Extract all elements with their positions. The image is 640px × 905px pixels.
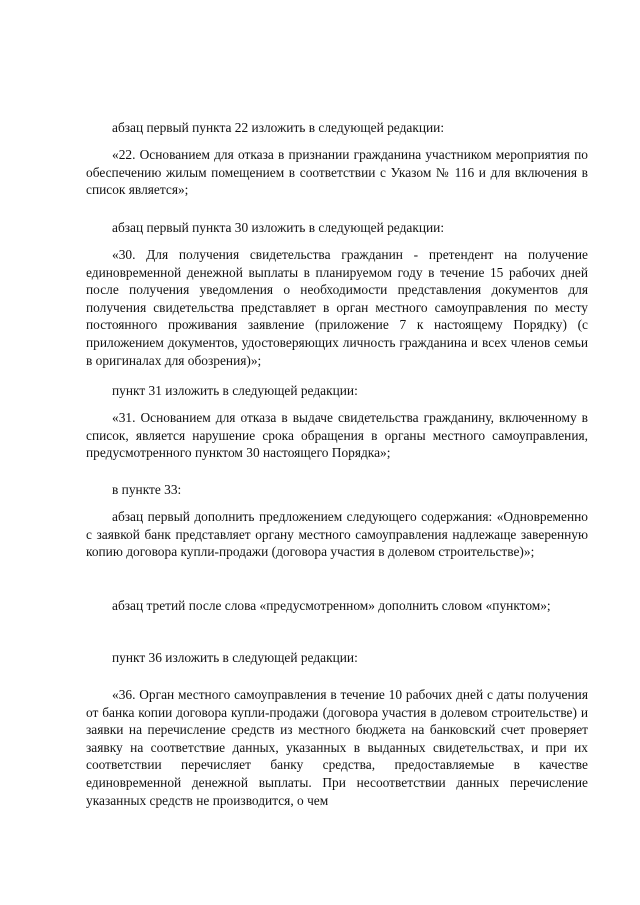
paragraph-11: «36. Орган местного самоуправления в течение 10 рабочих дней с даты получения от банка копии договора купли-продажи (договора участия в долевом строительстве) и заявки на перечисление средств из местного бюджета на банковский счет проверяет заявку на соответствие данных, указанных в выданных свидетельствах, и при их соответствии перечисляет банку средства, предоставляемые в качестве единовременной денежной выплаты. При несоответствии данных перечисление указанных средств не производится, о чем <box>86 687 588 808</box>
paragraph-5: пункт 31 изложить в следующей редакции: <box>112 383 358 398</box>
paragraph-8: абзац первый дополнить предложением следующего содержания: «Одновременно с заявкой банк представляет органу местного самоуправления надлежаще заверенную копию договора купли-продажи (договора участия в долевом строительстве)»; <box>86 509 588 560</box>
paragraph-3: абзац первый пункта 30 изложить в следующей редакции: <box>112 220 445 235</box>
paragraph-4: «30. Для получения свидетельства гражданин - претендент на получение единовременной денежной выплаты в планируемом году в течение 15 рабочих дней после получения уведомления о необходимости представления документов для получения свидетельства представляет в орган местного самоуправления по месту постоянного проживания заявление (приложение 7 к настоящему Порядку) (с приложением документов, удостоверяющих личность гражданина и всех членов семьи в оригиналах для обозрения)»; <box>86 247 588 368</box>
paragraph-9: абзац третий после слова «предусмотренном» дополнить словом «пунктом»; <box>112 598 551 613</box>
paragraph-1: абзац первый пункта 22 изложить в следующей редакции: <box>112 120 445 135</box>
paragraph-7: в пункте 33: <box>112 482 182 497</box>
paragraph-10: пункт 36 изложить в следующей редакции: <box>112 650 358 665</box>
paragraph-6: «31. Основанием для отказа в выдаче свидетельства гражданину, включенному в список, является нарушение срока обращения в органы местного самоуправления, предусмотренного пунктом 30 настоящего Порядка»; <box>86 410 588 461</box>
paragraph-2: «22. Основанием для отказа в признании гражданина участником мероприятия по обеспечению жилым помещением в соответствии с Указом № 116 и для включения в список является»; <box>86 147 588 198</box>
